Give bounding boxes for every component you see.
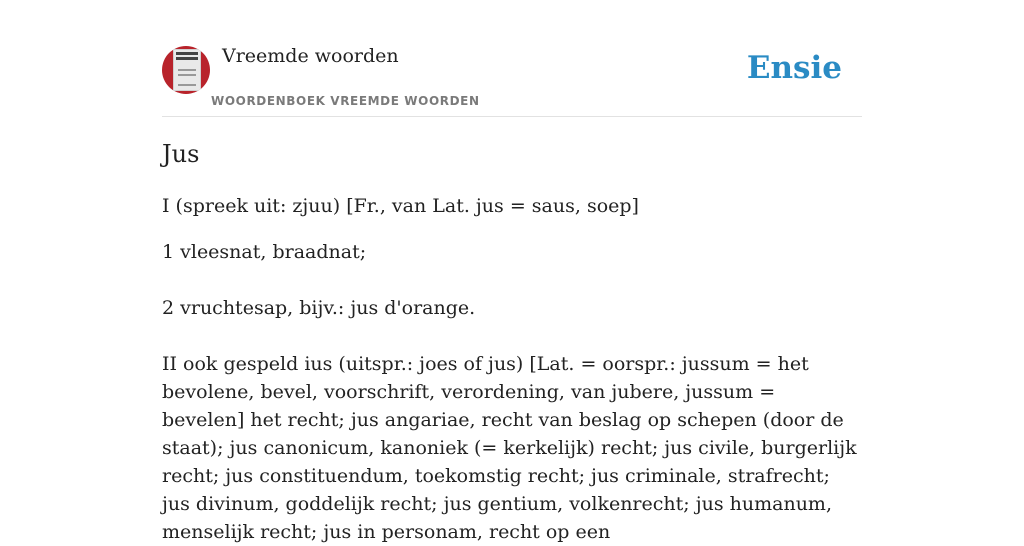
ensie-logo-link[interactable]: Ensie [746,50,842,86]
entry-origin: I (spreek uit: zjuu) [Fr., van Lat. jus = saus, soep] [162,195,639,217]
site-header [162,0,862,117]
dictionary-name[interactable]: Vreemde woorden [222,45,399,67]
dictionary-cover-avatar[interactable] [162,46,210,94]
book-cover-icon [173,49,201,91]
definition-3: II ook gespeld ius (uitspr.: joes of jus) [Lat. = oorspr.: jussum = het bevolene, bevel, voorschrift, verordening, van jubere, jussum = bevelen] het recht; jus angariae, recht van beslag op schepen (door de staat); jus canonicum, kanoniek (= kerkelijk) recht; jus civile, burgerlijk recht; jus constituendum, toekomstig recht; jus criminale, strafrecht; jus divinum, goddelijk recht; jus gentium, volkenrecht; jus humanum, menselijk recht; jus in personam, recht op een [162,353,857,543]
page [162,0,862,543]
dictionary-subtitle: WOORDENBOEK VREEMDE WOORDEN [211,94,480,108]
entry-title: Jus [162,140,200,168]
entry-content [162,192,862,546]
definition-1: 1 vleesnat, braadnat; [162,241,367,263]
definition-2: 2 vruchtesap, bijv.: jus d'orange. [162,297,476,319]
